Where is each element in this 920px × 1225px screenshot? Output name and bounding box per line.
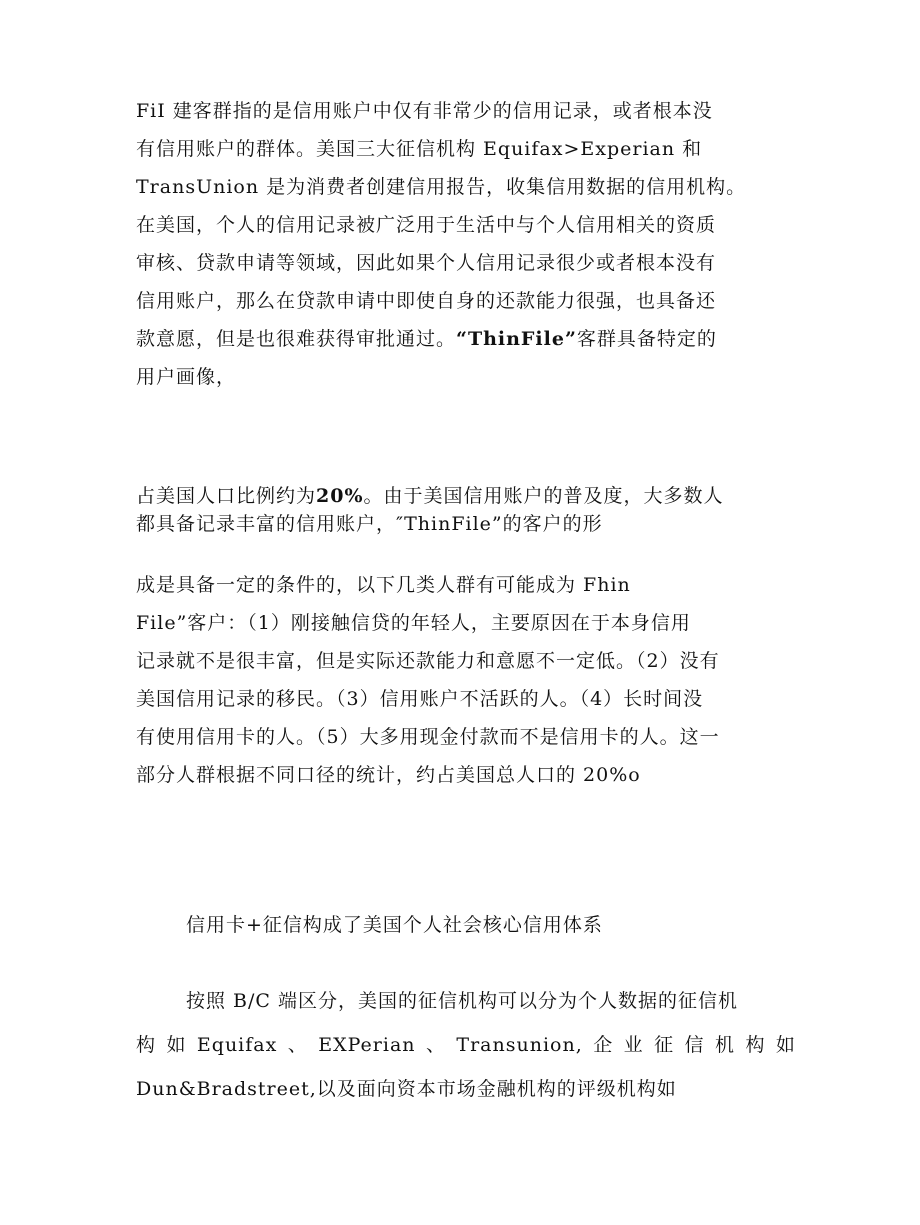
- word: 如: [775, 1034, 796, 1056]
- word: 信: [684, 1034, 705, 1056]
- paragraph-customer-types: [136, 566, 796, 794]
- section-heading: 信用卡+征信构成了美国个人社会核心信用体系: [186, 914, 603, 936]
- text-line: [136, 482, 796, 510]
- paragraph-thinfile-definition: [136, 92, 796, 396]
- word: 征: [654, 1034, 675, 1056]
- text-segment: 客群具备特定的: [576, 328, 717, 350]
- text-line: 用户画像，: [136, 366, 237, 388]
- text-line: 审核、贷款申请等领域，因此如果个人信用记录很少或者根本没有: [136, 252, 717, 274]
- word: 、: [425, 1034, 446, 1056]
- text-line: 记录就不是很丰富，但是实际还款能力和意愿不一定低。（2）没有: [136, 650, 720, 672]
- paragraph-population-share: [136, 482, 796, 538]
- word: 构: [136, 1034, 157, 1056]
- text-line: 美国信用记录的移民。（3）信用账户不活跃的人。（4）长时间没: [136, 688, 704, 710]
- word: EXPerian: [318, 1034, 416, 1056]
- text-line: 按照 B/C 端区分，美国的征信机构可以分为个人数据的征信机: [186, 990, 738, 1012]
- percentage-value: 20%: [316, 485, 364, 507]
- word: Transunion,: [456, 1034, 583, 1056]
- text-line: File”客户：（1）刚接触信贷的年轻人，主要原因在于本身信用: [136, 612, 691, 634]
- word: 业: [623, 1034, 644, 1056]
- text-line: 有使用信用卡的人。（5）大多用现金付款而不是信用卡的人。这一: [136, 726, 720, 748]
- text-line: 成是具备一定的条件的，以下几类人群有可能成为 Fhin: [136, 574, 631, 596]
- text-line: 信用账户，那么在贷款申请中即使自身的还款能力很强，也具备还: [136, 290, 717, 312]
- thinfile-term: “ThinFile”: [456, 328, 577, 350]
- word: 企: [593, 1034, 614, 1056]
- word: 构: [745, 1034, 766, 1056]
- text-line: 在美国，个人的信用记录被广泛用于生活中与个人信用相关的资质: [136, 214, 717, 236]
- text-segment: 。由于美国信用账户的普及度，大多数人: [363, 485, 724, 507]
- text-segment: 占美国人口比例约为: [136, 485, 317, 507]
- text-line: [136, 320, 796, 358]
- text-segment: 款意愿，但是也很难获得审批通过。: [136, 328, 457, 350]
- text-line: FiI 建客群指的是信用账户中仅有非常少的信用记录，或者根本没: [136, 100, 713, 122]
- paragraph-credit-agencies: [136, 979, 796, 1111]
- text-line: TransUnion 是为消费者创建信用报告，收集信用数据的信用机构。: [136, 176, 747, 198]
- text-line-justified: [136, 1023, 796, 1067]
- word: 如: [166, 1034, 187, 1056]
- word: Equifax: [196, 1034, 278, 1056]
- text-line: 有信用账户的群体。美国三大征信机构 Equifax>Experian 和: [136, 138, 703, 160]
- text-line: 部分人群根据不同口径的统计，约占美国总人口的 20%o: [136, 764, 641, 786]
- text-line: Dun&Bradstreet,以及面向资本市场金融机构的评级机构如: [136, 1078, 677, 1100]
- word: 、: [287, 1034, 308, 1056]
- text-line: 都具备记录丰富的信用账户，″ThinFile”的客户的形: [136, 513, 603, 535]
- word: 机: [715, 1034, 736, 1056]
